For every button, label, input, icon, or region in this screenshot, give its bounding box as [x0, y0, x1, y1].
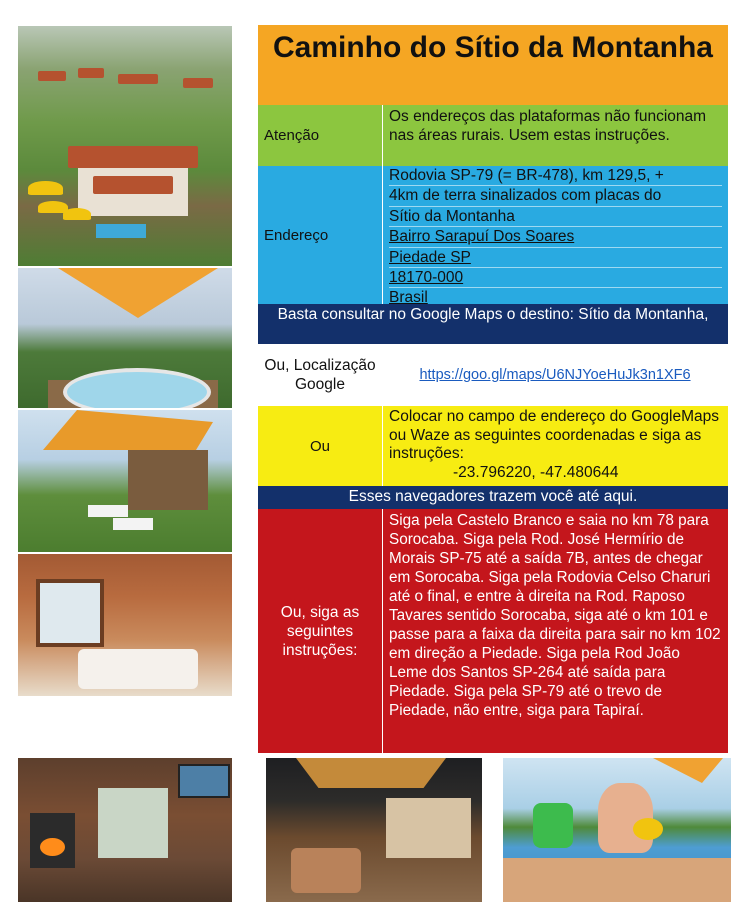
address-line: 4km de terra sinalizados com placas do	[389, 186, 722, 206]
photo-night-deck	[266, 758, 482, 902]
address-lines	[382, 166, 728, 307]
coordinates-row	[258, 406, 728, 486]
address-country: Brasil	[389, 289, 428, 307]
nav-banner-row	[258, 486, 728, 509]
coordinates-value: -23.796220, -47.480644	[453, 463, 619, 481]
instructions-row	[258, 509, 728, 753]
attention-row	[258, 105, 728, 166]
photo-bedroom	[18, 554, 232, 696]
photo-child-pool	[503, 758, 731, 902]
address-row	[258, 166, 728, 307]
photo-aerial-property	[18, 26, 232, 266]
address-line: Rodovia SP-79 (= BR-478), km 129,5, +	[389, 166, 722, 186]
instructions-label: Ou, siga as seguintes instruções:	[280, 603, 360, 659]
attention-label: Atenção	[264, 127, 320, 144]
instructions-text: Siga pela Castelo Branco e saia no km 78 para Sorocaba. Siga pela Rod. José Hermírio de Morais SP-75 até a saída 7B, antes de chegar em Sorocaba. Siga pela Rodovia Celso Charuri até o final, e entre à direita na Rod. Raposo Tavares sentido Sorocaba, siga até o km 101 e passe para a faixa da direita para sair no km 102 em direção a Piedade. Siga pela Rod João Leme dos Santos SP-264 até saída para Piedade. Siga pela SP-79 até o trevo de Piedade, não entre, siga para Tapiraí.	[382, 509, 728, 753]
address-label: Endereço	[264, 226, 329, 244]
photo-fireplace-dining	[18, 758, 232, 902]
address-city: Piedade SP	[389, 248, 722, 268]
maps-banner-row	[258, 304, 728, 344]
google-location-label: Ou, Localização Google	[264, 357, 376, 393]
attention-text: Os endereços das plataformas não funcionam nas áreas rurais. Usem estas instruções.	[382, 105, 728, 166]
nav-banner-text: Esses navegadores trazem você até aqui.	[348, 488, 638, 505]
coordinates-label: Ou	[309, 437, 330, 455]
google-location-row	[258, 344, 728, 406]
page-title: Caminho do Sítio da Montanha	[258, 25, 728, 105]
coordinates-text: Colocar no campo de endereço do GoogleMaps ou Waze as seguintes coordenadas e siga as instruções:	[389, 408, 720, 462]
address-postal-code: 18170-000	[389, 268, 722, 288]
address-neighborhood: Bairro Sarapuí Dos Soares	[389, 227, 722, 247]
photo-cabin-lawn	[18, 410, 232, 552]
google-maps-link[interactable]: https://goo.gl/maps/U6NJYoeHuJk3n1XF6	[419, 366, 691, 383]
address-line: Sítio da Montanha	[389, 207, 722, 227]
coordinates-body	[382, 406, 728, 486]
directions-table	[258, 25, 728, 753]
photo-hot-tub	[18, 268, 232, 408]
maps-banner-text: Basta consultar no Google Maps o destino: Sítio da Montanha,	[277, 306, 709, 323]
